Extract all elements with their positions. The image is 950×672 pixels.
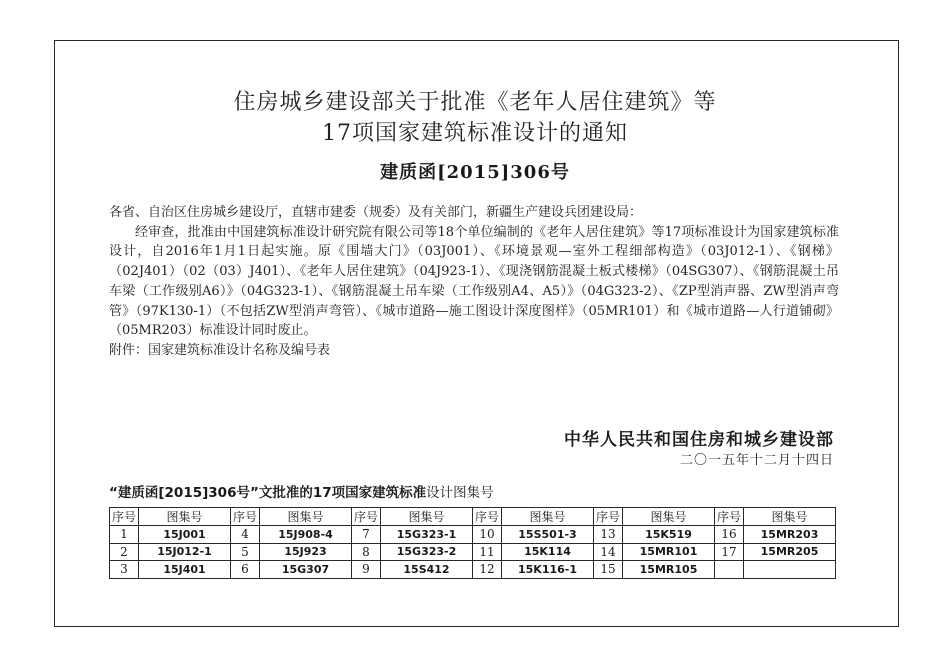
seq-cell: 8 [352, 543, 381, 561]
atlas-code-cell: 15MR205 [744, 543, 836, 561]
header-seq: 序号 [715, 508, 744, 526]
seq-cell: 11 [473, 543, 502, 561]
attachment-line: 附件：国家建筑标准设计名称及编号表 [109, 342, 331, 358]
table-title-bold: “建质函[2015]306号”文批准的17项国家建筑标准 [109, 485, 427, 501]
header-code: 图集号 [744, 508, 836, 526]
seq-cell: 14 [594, 543, 623, 561]
seq-cell: 1 [110, 526, 139, 544]
header-seq: 序号 [231, 508, 260, 526]
salutation: 各省、自治区住房城乡建设厅，直辖市建委（规委）及有关部门，新疆生产建设兵团建设局： [109, 205, 643, 220]
atlas-code-cell: 15K114 [502, 543, 594, 561]
body-paragraph: 经审查，批准由中国建筑标准设计研究院有限公司等18个单位编制的《老年人居住建筑》等17项标准设计为国家建筑标准设计，自2016年1月1日起实施。原《围墙大门》（03J001）、《环境景观—室外工程细部构造》（03J012-1）、《钢梯》（02J401）（02（03）J401）、《老年人居住建筑》（04J923-1）、《现浇钢筋混凝土板式楼梯》（04SG307）、《钢筋混凝土吊车梁（工作级别A6）》（04G323-1）、《钢筋混凝土吊车梁（工作级别A4、A5）》（04G323-2）、《ZP型消声器、ZW型消声弯管》（97K130-1）（不包括ZW型消声弯管）、《城市道路—施工图设计深度图样》（05MR101）和《城市道路—人行道铺砌》（05MR203）标准设计同时废止。 [109, 224, 839, 339]
atlas-code-cell: 15J908-4 [260, 526, 352, 544]
atlas-code-cell: 15G323-1 [381, 526, 473, 544]
seq-cell: 13 [594, 526, 623, 544]
atlas-code-cell: 15K519 [623, 526, 715, 544]
atlas-code-cell: 15MR105 [623, 561, 715, 579]
seq-cell: 6 [231, 561, 260, 579]
seq-cell [715, 561, 744, 579]
seq-cell: 9 [352, 561, 381, 579]
table-row [110, 526, 836, 544]
atlas-code-cell: 15S501-3 [502, 526, 594, 544]
document-number: 建质函[2015]306号 [380, 162, 570, 183]
atlas-code-cell: 15J012-1 [139, 543, 231, 561]
seq-cell: 3 [110, 561, 139, 579]
header-code: 图集号 [260, 508, 352, 526]
atlas-code-cell: 15MR203 [744, 526, 836, 544]
seq-cell: 10 [473, 526, 502, 544]
seq-cell: 17 [715, 543, 744, 561]
atlas-code-cell: 15S412 [381, 561, 473, 579]
seq-cell: 5 [231, 543, 260, 561]
seq-cell: 12 [473, 561, 502, 579]
atlas-code-cell: 15K116-1 [502, 561, 594, 579]
table-row [110, 543, 836, 561]
header-code: 图集号 [623, 508, 715, 526]
atlas-code-cell: 15MR101 [623, 543, 715, 561]
seq-cell: 2 [110, 543, 139, 561]
header-seq: 序号 [594, 508, 623, 526]
atlas-code-cell: 15J001 [139, 526, 231, 544]
seq-cell: 4 [231, 526, 260, 544]
atlas-code-cell: 15G323-2 [381, 543, 473, 561]
header-code: 图集号 [381, 508, 473, 526]
seq-cell: 7 [352, 526, 381, 544]
table-header-row [110, 508, 836, 526]
atlas-number-table [109, 507, 836, 579]
issuing-authority: 中华人民共和国住房和城乡建设部 [564, 430, 834, 450]
atlas-code-cell: 15G307 [260, 561, 352, 579]
header-seq: 序号 [352, 508, 381, 526]
header-code: 图集号 [139, 508, 231, 526]
table-row [110, 561, 836, 579]
header-seq: 序号 [110, 508, 139, 526]
table-title-light: 设计图集号 [426, 485, 494, 501]
notice-body [109, 203, 839, 361]
notice-title-line-2: 17项国家建筑标准设计的通知 [322, 121, 628, 146]
header-seq: 序号 [473, 508, 502, 526]
notice-title-line-1: 住房城乡建设部关于批准《老年人居住建筑》等 [233, 90, 717, 115]
seq-cell: 15 [594, 561, 623, 579]
atlas-code-cell [744, 561, 836, 579]
issue-date: 二〇一五年十二月十四日 [679, 453, 834, 468]
atlas-code-cell: 15J401 [139, 561, 231, 579]
atlas-code-cell: 15J923 [260, 543, 352, 561]
table-title [109, 481, 494, 501]
seq-cell: 16 [715, 526, 744, 544]
header-code: 图集号 [502, 508, 594, 526]
